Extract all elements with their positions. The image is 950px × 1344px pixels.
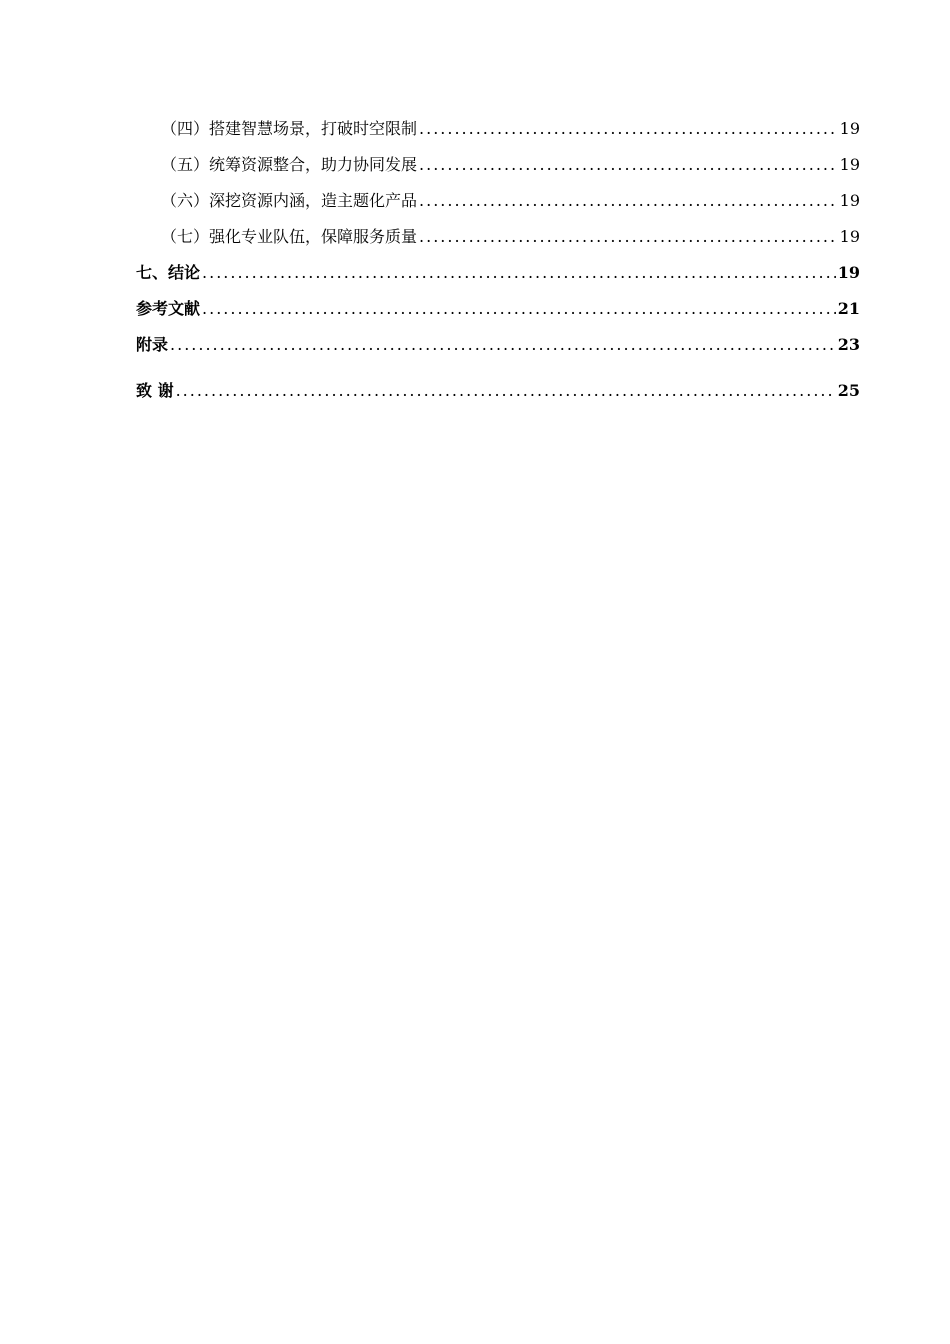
toc-entry-page: 23 xyxy=(837,335,860,354)
toc-entry-page: 19 xyxy=(839,227,860,246)
toc-entry[interactable] xyxy=(136,188,860,224)
toc-dot-leader xyxy=(419,116,838,142)
toc-entry-title: 致 谢 xyxy=(136,381,174,400)
table-of-contents xyxy=(136,116,860,414)
toc-entry-title: 参考文献 xyxy=(136,299,201,318)
toc-entry-references[interactable] xyxy=(136,296,860,332)
toc-entry-title: 七、结论 xyxy=(136,263,201,282)
toc-entry-page: 19 xyxy=(837,263,860,282)
toc-dot-leader xyxy=(202,260,836,286)
toc-entry[interactable] xyxy=(136,152,860,188)
toc-entry[interactable] xyxy=(136,224,860,260)
toc-entry-conclusion[interactable] xyxy=(136,260,860,296)
toc-entry-page: 19 xyxy=(839,191,860,210)
toc-entry-title: （四）搭建智慧场景，打破时空限制 xyxy=(161,119,418,138)
toc-dot-leader xyxy=(419,152,838,178)
toc-entry-title: （五）统筹资源整合，助力协同发展 xyxy=(161,155,418,174)
toc-entry-title: 附录 xyxy=(136,335,169,354)
toc-dot-leader xyxy=(419,224,838,250)
toc-entry-title: （七）强化专业队伍，保障服务质量 xyxy=(161,227,418,246)
toc-dot-leader xyxy=(419,188,838,214)
toc-entry-page: 21 xyxy=(837,299,860,318)
toc-dot-leader xyxy=(170,332,836,358)
toc-dot-leader xyxy=(176,378,836,404)
toc-entry-acknowledgements[interactable] xyxy=(136,378,860,414)
toc-entry-page: 25 xyxy=(837,381,860,400)
toc-entry-appendix[interactable] xyxy=(136,332,860,368)
toc-entry[interactable] xyxy=(136,116,860,152)
toc-dot-leader xyxy=(202,296,836,322)
toc-entry-page: 19 xyxy=(839,119,860,138)
toc-entry-title: （六）深挖资源内涵，造主题化产品 xyxy=(161,191,418,210)
toc-entry-page: 19 xyxy=(839,155,860,174)
